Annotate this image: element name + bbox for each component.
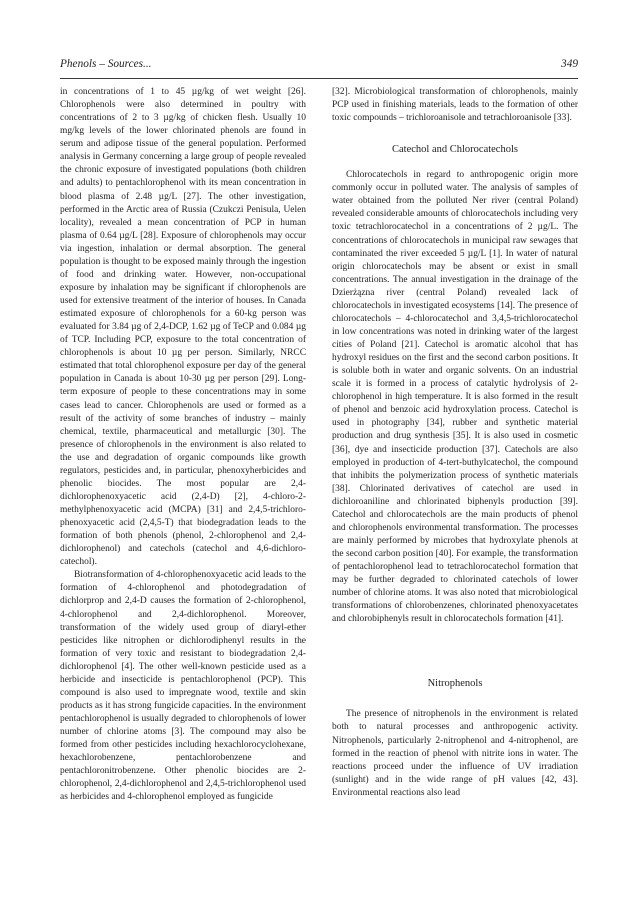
running-header bbox=[60, 58, 578, 70]
paragraph: Biotransformation of 4-chlorophenoxyacetic acid leads to the formation of 4-chlorophenol and photodegradation of dichlorprop and 2,4-D causes the formation of 2-chlorophenol, 4-chlorophenol and 2,4-dichlorophenol. Moreover, transformation of the widely used group of diaryl-ether pesticides like nitrophen or dichlorodiphenyl results in the formation of very toxic and resistant to biodegradation 2,4-dichlorophenol [4]. The other well-known pesticide used as a herbicide and insecticide is pentachlorophenol (PCP). This compound is also used to impregnate wood, textile and skin products as it has strong fungicide capacities. In the environment pentachlorophenol is usually degraded to chlorophenols of lower number of chlorine atoms [3]. The compound may also be formed from other pesticides including hexachlorocyclohexane, hexachlorobenzene, pentachlorobenzene and pentachloronitrobenzene. Other phenolic biocides are 2-chlorophenol, 2,4-dichlorophenol and 2,4,5-trichlorophenol used as herbicides and 4-chlorophenol employed as fungicide bbox=[60, 570, 306, 803]
header-rule bbox=[60, 78, 578, 79]
page-number: 349 bbox=[561, 58, 578, 70]
section-heading-catechol: Catechol and Chlorocatechols bbox=[392, 144, 518, 156]
paragraph: in concentrations of 1 to 45 µg/kg of wet weight [26]. Chlorophenols were also determined in poultry with concentrations of 2 to 3 µg/kg of chicken flesh. Usually 10 mg/kg levels of the lower chlorinated phenols are found in serum and adipose tissue of the general population. Performed analysis in Germany concerning a large group of people revealed the chronic exposure of investigated populations (both children and adults) to pentachlorophenol with its mean concentration in blood plasma of 2.48 µg/L [27]. The other investigation, performed in the Arctic area of Russia (Czukczi Penisula, Uelen locality), revealed a mean concentration of PCP in human plasma of 0.64 µg/L [28]. Exposure of chlorophenols may occur via ingestion, inhalation or dermal absorption. The general population is thought to be exposed mainly through the ingestion of food and drinking water. However, non-occupational exposure by inhalation may be significant if chlorophenols are used for extensive treatment of the interior of houses. In Canada estimated exposure of chlorophenols for a 60-kg person was evaluated for 3.84 µg of 2,4-DCP, 1.62 µg of TeCP and 0.084 µg of TCP. Including PCP, exposure to the total concentration of chlorophenols is about 10 µg per person. Similarly, NRCC estimated that total chlorophenol exposure per day of the general population in Canada is about 10-30 µg per person [29]. Long-term exposure of people to these concentrations may in some cases lead to cancer. Chlorophenols are used or formed as a result of the activity of some branches of industry – mainly chemical, textile, pharmaceutical and metallurgic [30]. The presence of chlorophenols in the environment is also related to the use and degradation of organic compounds like growth regulators, pesticides and, in particular, phenoxyherbicides and phenolic biocides. The most popular are 2,4-dichlorophenoxyacetic acid (2,4-D) [2], 4-chloro-2-methylphenoxyacetic acid (MCPA) [31] and 2,4,5-trichloro-phenoxyacetic acid (2,4,5-T) that biodegradation leads to the formation of both phenols (phenol, 2-chlorophenol and 2,4-dichlorophenol) and catechols (catechol and 4,6-dichloro-catechol). bbox=[60, 87, 306, 568]
running-title: Phenols – Sources... bbox=[60, 58, 152, 70]
right-column bbox=[332, 86, 578, 800]
section-heading-nitrophenols: Nitrophenols bbox=[427, 678, 483, 690]
paragraph: Chlorocatechols in regard to anthropogenic origin more commonly occur in polluted water. The analysis of samples of water obtained from the polluted Ner river (central Poland) revealed considerable amounts of chlorocatechols including very toxic tetrachlorocatechol in a concentrations of 2 µg/L. The concentrations of chlorocatechols in municipal raw sewages that contaminated the river exceeded 5 µg/L [1]. In water of natural origin chlorocatechols may be absent or exist in small concentrations. The annual investigation in the drainage of the Dzierżązna river (central Poland) revealed lack of chlorocatechols in investigated ecosystems [14]. The presence of chlorocatechols – 4-chlorocatechol and 3,4,5-trichlorocatechol in low concentrations was noted in drinking water of the largest cities of Poland [21]. Catechol is aromatic alcohol that has hydroxyl residues on the first and the second carbon positions. It is soluble both in water and organic solvents. On an industrial scale it is formed in a process of catalytic hydrolysis of 2-chlorophenol in high temperature. It is also formed in the result of phenol and benzoic acid hydroxylation process. Catechol is used in photography [34], rubber and synthetic material production and drug synthesis [35]. It is also used in cosmetic [36], dye and insecticide production [37]. Catechols are also employed in production of 4-tert-buthylcatechol, the compound that inhibits the polymerization process of synthetic materials [38]. Chlorinated derivatives of catechol are used in dichloroaniline and chlorinated biphenyls production [39]. Catechol and chlorocatechols are the main products of phenol and chlorophenols environmental transformation. The processes are mainly performed by microbes that hydroxylate phenols at the second carbon position [40]. For example, the transformation of pentachlorophenol lead to tetrachlorocatechol formation that may be further degraded to chlorinated catechols of lower number of chlorine atoms. It was also noted that microbiological transformations of chlorobenzenes, chlorinated phenoxyacetates and chlorobiphenyls result in chlorocatechols formation [41]. bbox=[332, 170, 578, 625]
paragraph: The presence of nitrophenols in the environment is related both to natural processes and anthropogenic activity. Nitrophenols, particularly 2-nitrophenol and 4-nitrophenol, are formed in the reaction of phenol with nitrite ions in water. The reactions proceed under the influence of UV irradiation (sunlight) and in the wide range of pH values [42, 43]. Environmental reactions also lead bbox=[332, 709, 578, 798]
paragraph: [32]. Microbiological transformation of chlorophenols, mainly PCP used in finishing materials, leads to the formation of other toxic compounds – trichloroanisole and tetrachloroanisole [33]. bbox=[332, 87, 578, 124]
left-column bbox=[60, 86, 306, 804]
